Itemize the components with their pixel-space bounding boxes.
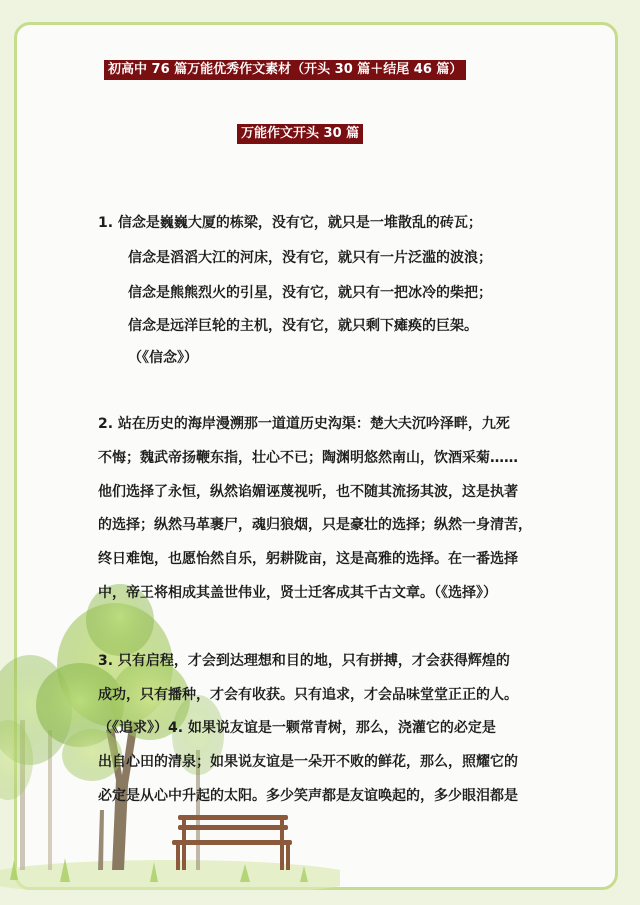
text-line: 他们选择了永恒，纵然谄媚诬蔑视听，也不随其流扬其波，这是执著	[98, 484, 518, 500]
text-line: 信念是远洋巨轮的主机，没有它，就只剩下瘫痪的巨架。	[128, 318, 478, 334]
text-line: 3. 只有启程，才会到达理想和目的地，只有拼搏，才会获得辉煌的	[98, 653, 510, 669]
text-line: 1. 信念是巍巍大厦的栋梁，没有它，就只是一堆散乱的砖瓦；	[98, 215, 482, 231]
text-line: 必定是从心中升起的太阳。多少笑声都是友谊唤起的，多少眼泪都是	[98, 788, 518, 804]
text-line: 出自心田的清泉；如果说友谊是一朵开不败的鲜花，那么，照耀它的	[98, 754, 518, 770]
text-line: （《追求》）4. 如果说友谊是一颗常青树，那么，浇灌它的必定是	[98, 720, 496, 736]
text-line: 不悔；魏武帝扬鞭东指，壮心不已；陶渊明悠然南山，饮酒采菊……	[98, 450, 518, 466]
text-line: 信念是滔滔大江的河床，没有它，就只有一片泛滥的波浪；	[128, 250, 492, 266]
text-line: 中，帝王将相成其盖世伟业，贤士迁客成其千古文章。（《选择》）	[98, 585, 497, 601]
main-title: 初高中 76 篇万能优秀作文素材（开头 30 篇＋结尾 46 篇）	[104, 60, 466, 80]
source-citation: （《信念》）	[128, 350, 198, 366]
text-line: 信念是熊熊烈火的引星，没有它，就只有一把冰冷的柴把；	[128, 285, 492, 301]
text-line: 成功，只有播种，才会有收获。只有追求，才会品味堂堂正正的人。	[98, 687, 518, 703]
text-line: 2. 站在历史的海岸漫溯那一道道历史沟渠：楚大夫沉吟泽畔，九死	[98, 416, 510, 432]
text-line: 终日难饱，也愿怡然自乐，躬耕陇亩，这是高雅的选择。在一番选择	[98, 551, 518, 567]
text-line: 的选择；纵然马革裹尸，魂归狼烟，只是豪壮的选择；纵然一身清苦，	[98, 517, 532, 533]
section-title: 万能作文开头 30 篇	[237, 124, 363, 144]
